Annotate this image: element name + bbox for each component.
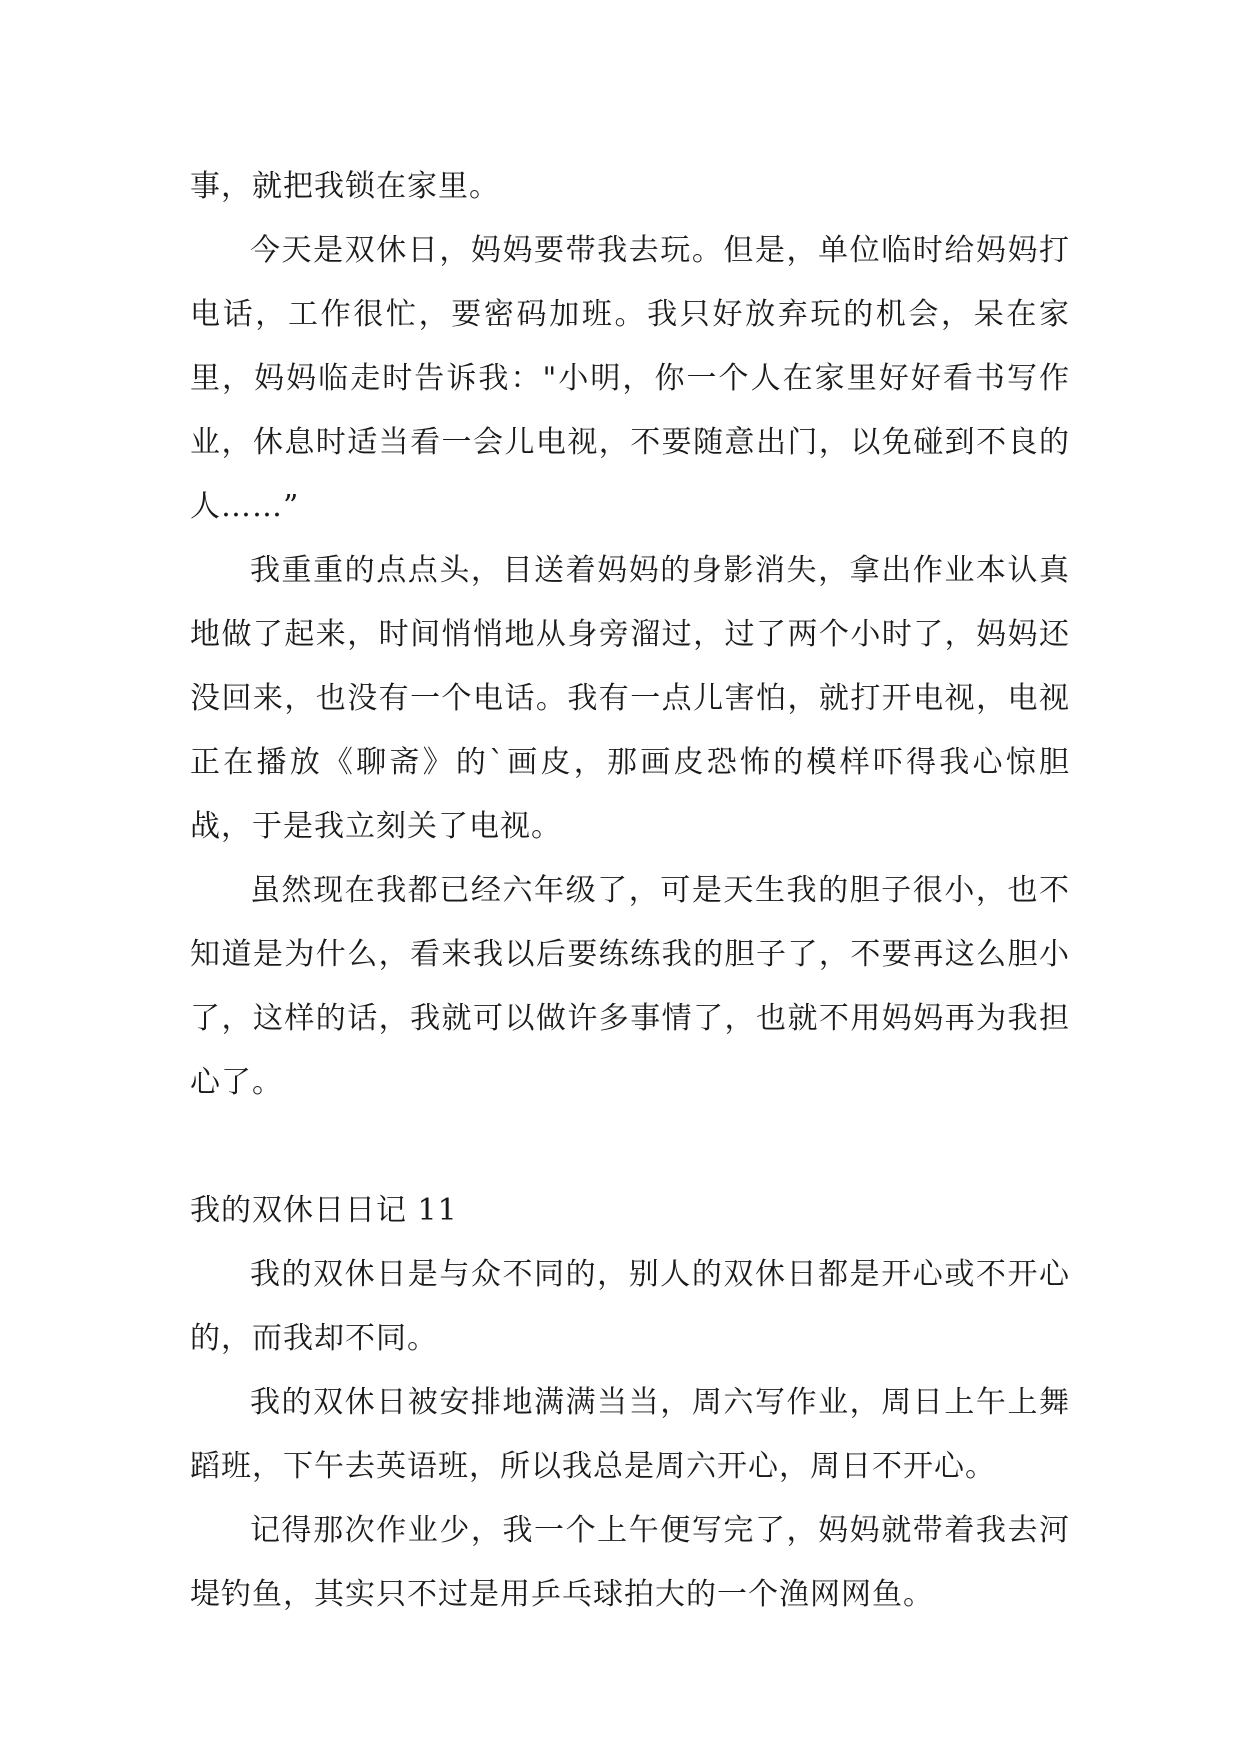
paragraph: 我的双休日是与众不同的，别人的双休日都是开心或不开心的，而我却不同。 <box>190 1257 1070 1356</box>
paragraph: 我的双休日被安排地满满当当，周六写作业，周日上午上舞蹈班，下午去英语班，所以我总是周六开心，周日不开心。 <box>190 1385 1070 1484</box>
paragraph: 记得那次作业少，我一个上午便写完了，妈妈就带着我去河堤钓鱼，其实只不过是用乒乓球拍大的一个渔网网鱼。 <box>190 1513 1070 1612</box>
paragraph: 我重重的点点头，目送着妈妈的身影消失，拿出作业本认真地做了起来，时间悄悄地从身旁溜过，过了两个小时了，妈妈还没回来，也没有一个电话。我有一点儿害怕，就打开电视，电视正在播放《聊斋》的`画皮，那画皮恐怖的模样吓得我心惊胆战，于是我立刻关了电视。 <box>190 553 1070 844</box>
document-body <box>190 155 1070 1627</box>
section-title: 我的双休日日记 11 <box>190 1193 458 1228</box>
paragraph-continuation: 事，就把我锁在家里。 <box>190 169 500 204</box>
paragraph: 今天是双休日，妈妈要带我去玩。但是，单位临时给妈妈打电话，工作很忙，要密码加班。我只好放弃玩的机会，呆在家里，妈妈临走时告诉我："小明，你一个人在家里好好看书写作业，休息时适当看一会儿电视，不要随意出门，以免碰到不良的人……” <box>190 233 1070 524</box>
paragraph: 虽然现在我都已经六年级了，可是天生我的胆子很小，也不知道是为什么，看来我以后要练练我的胆子了，不要再这么胆小了，这样的话，我就可以做许多事情了，也就不用妈妈再为我担心了。 <box>190 873 1070 1100</box>
